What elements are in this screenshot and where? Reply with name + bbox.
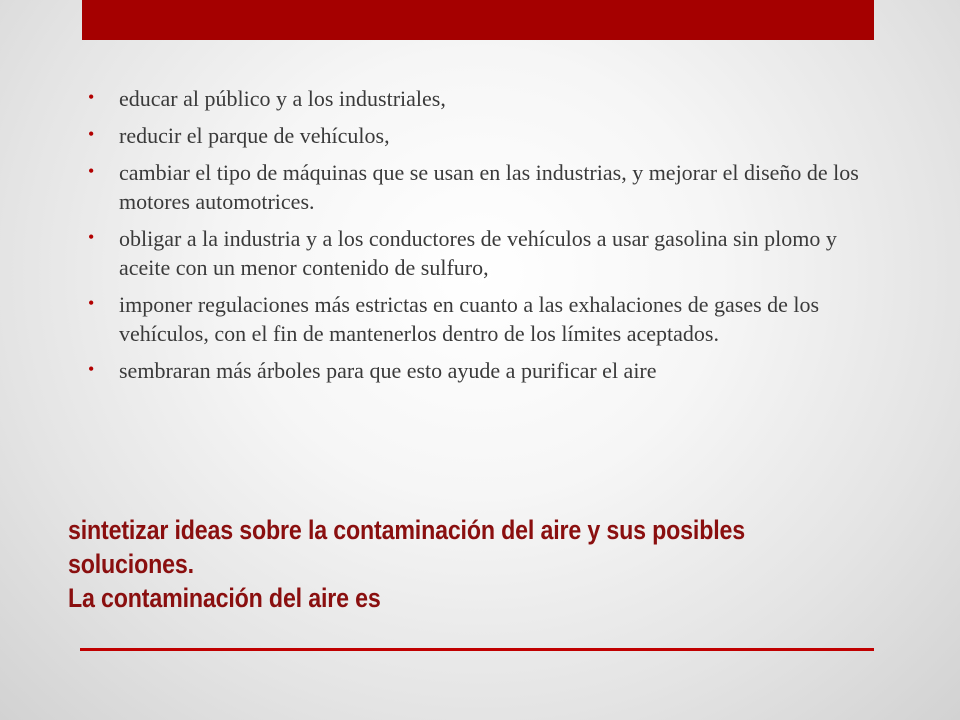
slide-title <box>68 513 790 615</box>
bullet-marker-icon: • <box>88 161 95 181</box>
bullet-list <box>88 84 878 393</box>
bottom-divider <box>80 648 874 651</box>
bullet-text: obligar a la industria y a los conductores de vehículos a usar gasolina sin plomo y aceite con un menor contenido de sulfuro, <box>119 226 837 280</box>
top-accent-bar <box>82 0 874 40</box>
bullet-item <box>88 290 878 348</box>
bullet-text: educar al público y a los industriales, <box>119 86 446 111</box>
bullet-text: sembraran más árboles para que esto ayude a purificar el aire <box>119 358 657 383</box>
bullet-text: cambiar el tipo de máquinas que se usan en las industrias, y mejorar el diseño de los motores automotrices. <box>119 160 859 214</box>
bullet-text: reducir el parque de vehículos, <box>119 123 390 148</box>
bullet-item <box>88 158 878 216</box>
bullet-item <box>88 84 878 113</box>
bullet-text: imponer regulaciones más estrictas en cuanto a las exhalaciones de gases de los vehículos, con el fin de mantenerlos dentro de los límites aceptados. <box>119 292 820 346</box>
bullet-item <box>88 224 878 282</box>
bullet-item <box>88 121 878 150</box>
bullet-marker-icon: • <box>88 227 95 247</box>
title-line-3: La contaminación del aire es <box>68 583 381 613</box>
bullet-marker-icon: • <box>88 293 95 313</box>
bullet-marker-icon: • <box>88 87 95 107</box>
title-line-1: sintetizar ideas sobre la contaminación del aire y sus posibles <box>68 515 745 545</box>
bullet-marker-icon: • <box>88 359 95 379</box>
title-line-2: soluciones. <box>68 549 194 579</box>
bullet-item <box>88 356 878 385</box>
bullet-marker-icon: • <box>88 124 95 144</box>
